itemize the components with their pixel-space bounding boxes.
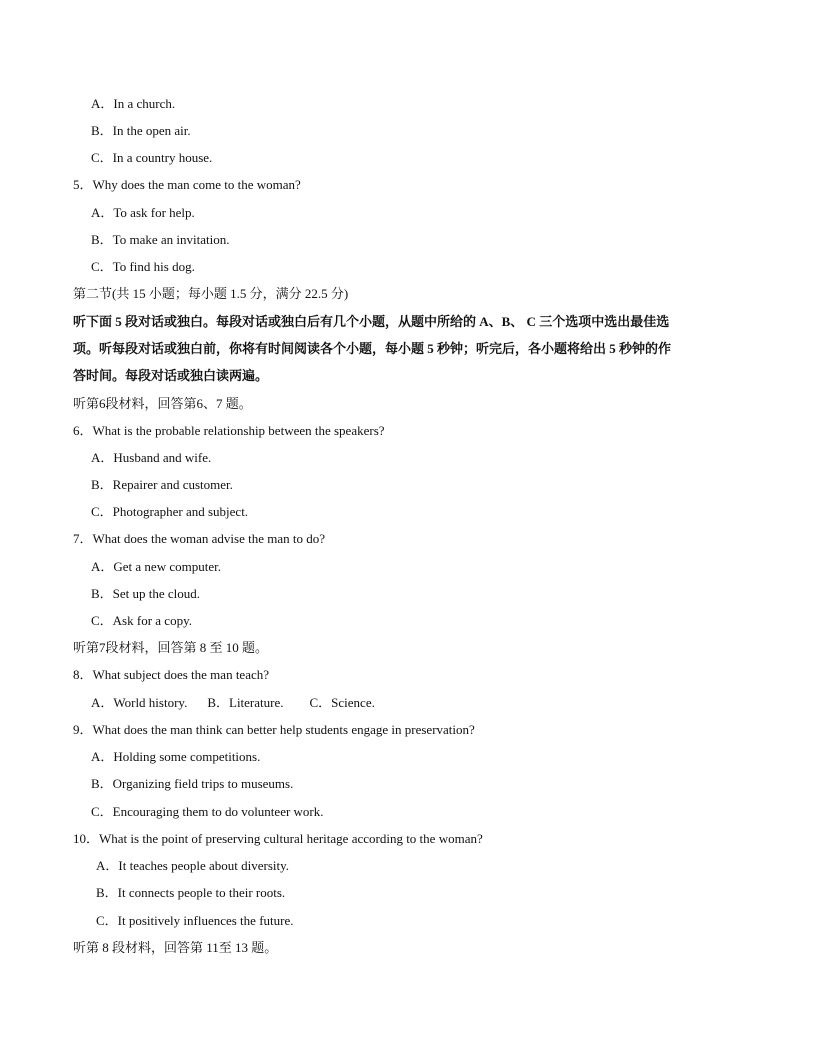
q10-option-a: A．It teaches people about diversity. <box>96 858 290 873</box>
q6-option-b: B．Repairer and customer. <box>91 477 233 492</box>
q7-option-a: A．Get a new computer. <box>91 559 221 574</box>
q9-option-c: C．Encouraging them to do volunteer work. <box>91 804 324 819</box>
q7-question: 7．What does the woman advise the man to do? <box>73 531 325 546</box>
q5-option-a: A．To ask for help. <box>91 205 195 220</box>
q5-option-b: B．To make an invitation. <box>91 232 230 247</box>
q5-question: 5．Why does the man come to the woman? <box>73 177 301 192</box>
q4-option-a: A．In a church. <box>91 96 176 111</box>
q9-question: 9．What does the man think can better help students engage in preservation? <box>73 722 475 737</box>
q7-option-c: C．Ask for a copy. <box>91 613 192 628</box>
passage7-header: 听第7段材料，回答第 8 至 10 题。 <box>73 640 269 655</box>
q8-option-a: A．World history. <box>91 695 188 710</box>
q8-question: 8．What subject does the man teach? <box>73 667 270 682</box>
q9-option-a: A．Holding some competitions. <box>91 749 261 764</box>
q4-option-c: C．In a country house. <box>91 150 213 165</box>
q7-option-b: B．Set up the cloud. <box>91 586 201 601</box>
q10-option-b: B．It connects people to their roots. <box>96 885 286 900</box>
q9-option-b: B．Organizing field trips to museums. <box>91 776 294 791</box>
q8-option-c: C．Science. <box>309 695 375 710</box>
passage8-header: 听第 8 段材料，回答第 11至 13 题。 <box>73 940 278 955</box>
q6-question: 6．What is the probable relationship between the speakers? <box>73 423 385 438</box>
q8-option-b: B．Literature. <box>207 695 284 710</box>
passage6-header: 听第6段材料，回答第6、7 题。 <box>73 396 252 411</box>
q5-option-c: C．To find his dog. <box>91 259 195 274</box>
q8-options-row <box>91 694 375 712</box>
section2-title: 第二节(共 15 小题；每小题 1.5 分，满分 22.5 分) <box>73 286 349 301</box>
q10-option-c: C．It positively influences the future. <box>96 913 294 928</box>
section2-instruction-line-3: 答时间。每段对话或独白读两遍。 <box>73 368 269 383</box>
q6-option-a: A．Husband and wife. <box>91 450 212 465</box>
section2-instruction-line-2: 项。听每段对话或独白前，你将有时间阅读各个小题，每小题 5 秒钟；听完后，各小题将给出 5 秒钟的作 <box>73 341 672 356</box>
q10-question: 10．What is the point of preserving cultural heritage according to the woman? <box>73 831 483 846</box>
q4-option-b: B．In the open air. <box>91 123 191 138</box>
section2-instruction-line-1: 听下面 5 段对话或独白。每段对话或独白后有几个小题，从题中所给的 A、B、 C 三个选项中选出最佳选 <box>73 314 670 329</box>
q6-option-c: C．Photographer and subject. <box>91 504 249 519</box>
